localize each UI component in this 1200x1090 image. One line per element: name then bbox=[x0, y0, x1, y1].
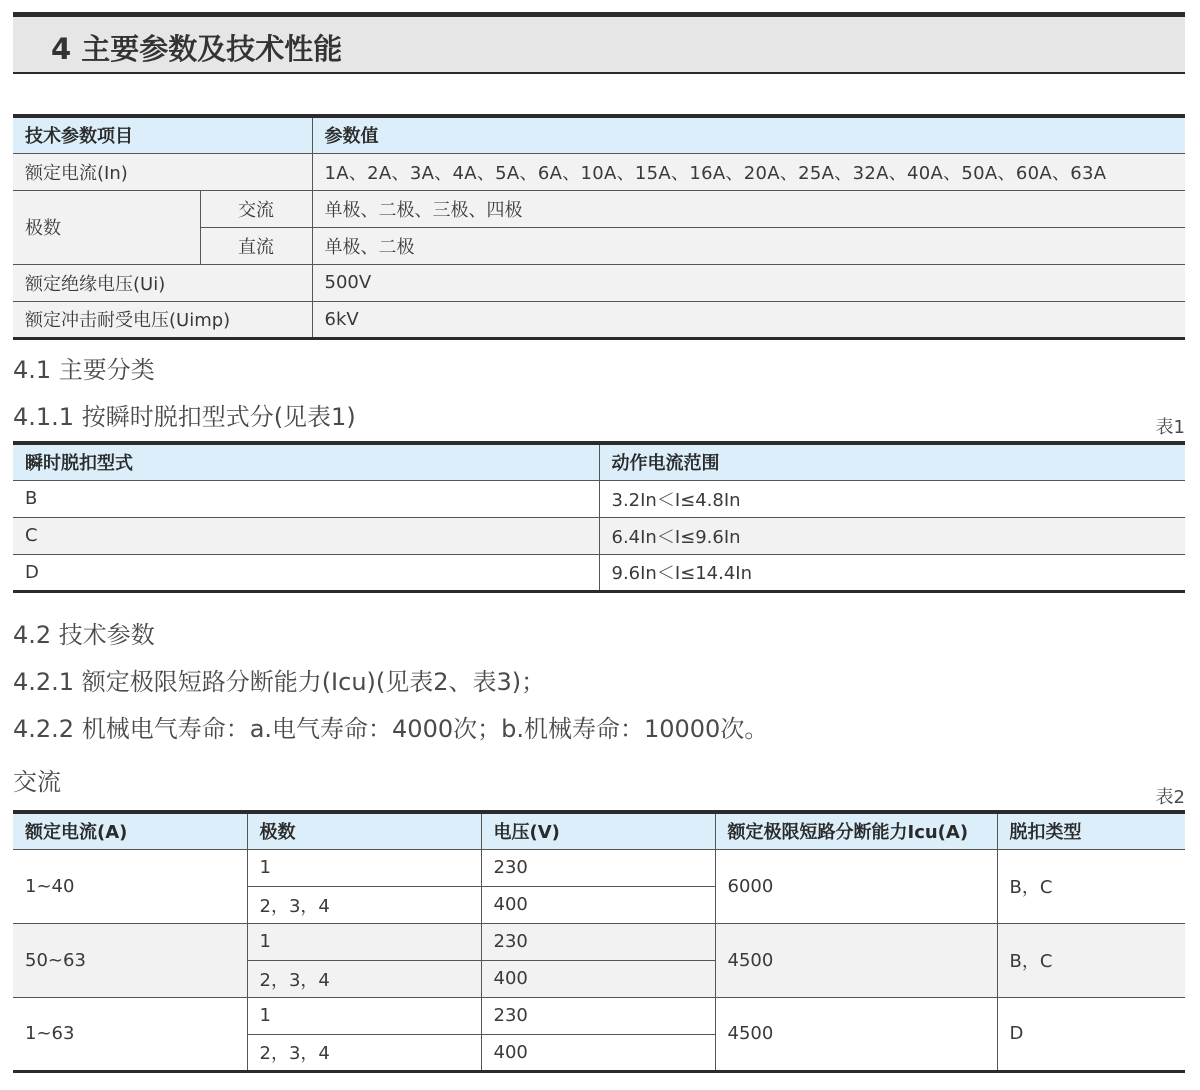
table-cell: 400 bbox=[481, 960, 715, 997]
table-cell: 230 bbox=[481, 849, 715, 886]
table-cell: D bbox=[13, 554, 599, 591]
table2-header-voltage: 电压(V) bbox=[481, 812, 715, 849]
impulse-voltage-label: 额定冲击耐受电压(Uimp) bbox=[13, 301, 312, 338]
heading-4-2-2: 4.2.2 机械电气寿命：a.电气寿命：4000次；b.机械寿命：10000次。 bbox=[13, 715, 769, 743]
table-cell: 9.6In＜I≤14.4In bbox=[599, 554, 1185, 591]
table-cell: 1~40 bbox=[13, 849, 247, 923]
table-cell: 1 bbox=[247, 923, 481, 960]
table-cell: 400 bbox=[481, 886, 715, 923]
table-cell: B bbox=[13, 480, 599, 517]
heading-4-2: 4.2 技术参数 bbox=[13, 621, 155, 649]
table-cell: 6000 bbox=[715, 849, 997, 923]
table2-label: 表2 bbox=[1155, 787, 1185, 808]
table-cell: D bbox=[997, 997, 1185, 1071]
table-cell: 2，3，4 bbox=[247, 1034, 481, 1071]
spec-table bbox=[13, 114, 1185, 340]
table2-header-icu: 额定极限短路分断能力Icu(A) bbox=[715, 812, 997, 849]
insulation-voltage-value: 500V bbox=[312, 264, 1185, 301]
rated-current-value: 1A、2A、3A、4A、5A、6A、10A、15A、16A、20A、25A、32A、40A、50A、60A、63A bbox=[312, 153, 1185, 190]
impulse-voltage-value: 6kV bbox=[312, 301, 1185, 338]
heading-4-2-1: 4.2.1 额定极限短路分断能力(Icu)(见表2、表3)； bbox=[13, 668, 546, 696]
section-title: 4 主要参数及技术性能 bbox=[51, 32, 343, 66]
table2 bbox=[13, 810, 1185, 1073]
heading-4-1-1: 4.1.1 按瞬时脱扣型式分(见表1) bbox=[13, 403, 356, 431]
table2-header-current: 额定电流(A) bbox=[13, 812, 247, 849]
poles-ac-label: 交流 bbox=[200, 190, 312, 227]
ac-heading: 交流 bbox=[13, 768, 61, 796]
table1-label: 表1 bbox=[1155, 417, 1185, 438]
table-cell: 400 bbox=[481, 1034, 715, 1071]
spec-header-item: 技术参数项目 bbox=[13, 116, 312, 153]
table-cell: 6.4In＜I≤9.6In bbox=[599, 517, 1185, 554]
heading-4-1: 4.1 主要分类 bbox=[13, 356, 155, 384]
table-cell: B，C bbox=[997, 923, 1185, 997]
table-cell: B，C bbox=[997, 849, 1185, 923]
table-cell: 1 bbox=[247, 849, 481, 886]
poles-dc-value: 单极、二极 bbox=[312, 227, 1185, 264]
table1-header-type: 瞬时脱扣型式 bbox=[13, 443, 599, 480]
table-cell: 4500 bbox=[715, 997, 997, 1071]
poles-label: 极数 bbox=[13, 190, 200, 264]
table1-header-range: 动作电流范围 bbox=[599, 443, 1185, 480]
table-cell: 230 bbox=[481, 997, 715, 1034]
table-cell: 3.2In＜I≤4.8In bbox=[599, 480, 1185, 517]
table2-header-poles: 极数 bbox=[247, 812, 481, 849]
rated-current-label: 额定电流(In) bbox=[13, 153, 312, 190]
spec-header-value: 参数值 bbox=[312, 116, 1185, 153]
poles-ac-value: 单极、二极、三极、四极 bbox=[312, 190, 1185, 227]
poles-dc-label: 直流 bbox=[200, 227, 312, 264]
table2-header-trip: 脱扣类型 bbox=[997, 812, 1185, 849]
table-cell: 2，3，4 bbox=[247, 960, 481, 997]
table-cell: 1 bbox=[247, 997, 481, 1034]
insulation-voltage-label: 额定绝缘电压(Ui) bbox=[13, 264, 312, 301]
table-cell: C bbox=[13, 517, 599, 554]
table-cell: 2，3，4 bbox=[247, 886, 481, 923]
table1 bbox=[13, 441, 1185, 593]
table-cell: 50~63 bbox=[13, 923, 247, 997]
table-cell: 1~63 bbox=[13, 997, 247, 1071]
table-cell: 230 bbox=[481, 923, 715, 960]
section-header bbox=[13, 12, 1185, 74]
table-cell: 4500 bbox=[715, 923, 997, 997]
